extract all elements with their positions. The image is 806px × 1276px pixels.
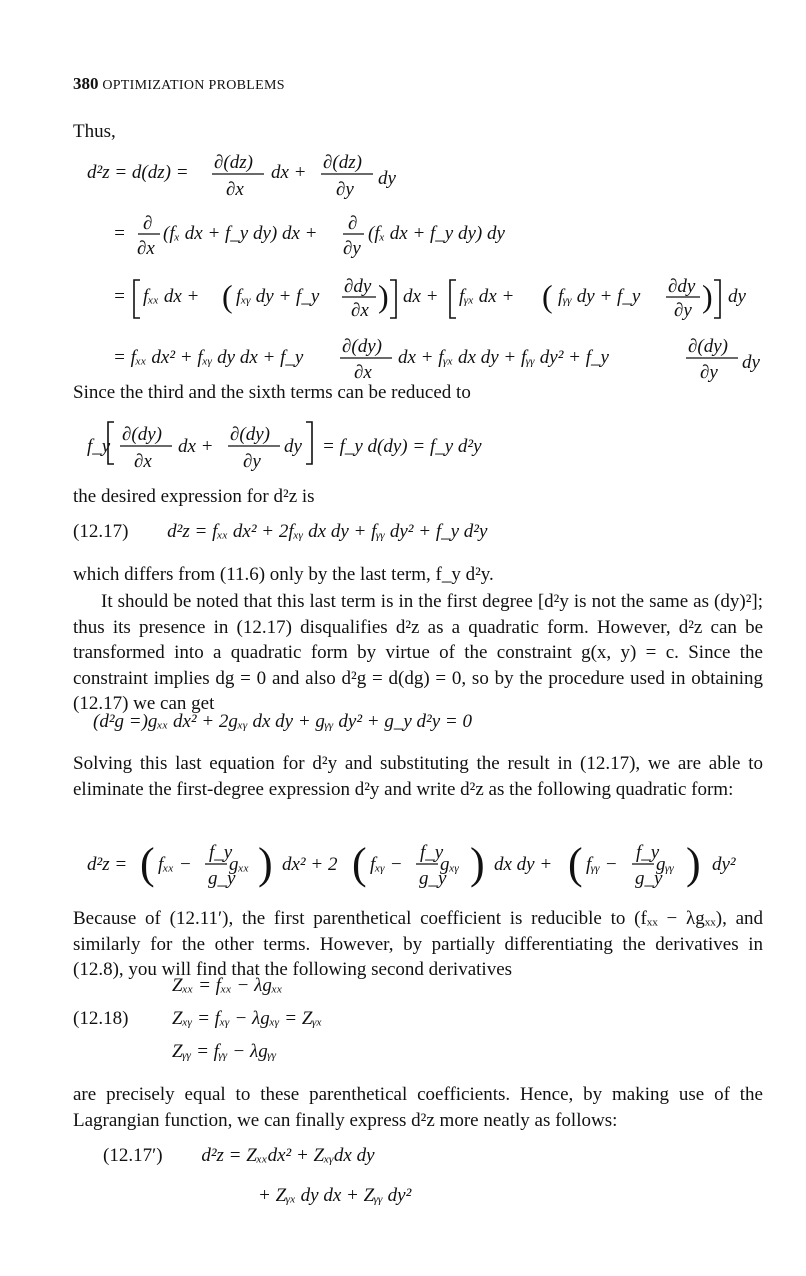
svg-text:): ) — [258, 839, 273, 888]
svg-text:f_y: f_y — [87, 436, 111, 457]
svg-text:∂y: ∂y — [343, 238, 361, 259]
svg-text:∂y: ∂y — [674, 300, 692, 321]
svg-text:=: = — [113, 223, 126, 244]
svg-text:): ) — [378, 278, 389, 314]
svg-text:∂dy: ∂dy — [668, 276, 696, 297]
svg-text:∂(dz): ∂(dz) — [323, 152, 362, 173]
svg-text:∂(dy): ∂(dy) — [342, 336, 382, 357]
svg-text:∂x: ∂x — [354, 362, 372, 383]
svg-text:= fₓₓ dx² + fₓᵧ dy dx + f_y: = fₓₓ dx² + fₓᵧ dy dx + f_y — [113, 347, 304, 368]
equation-12-18-row-1: Zₓₓ = fₓₓ − λgₓₓ — [172, 975, 283, 996]
equation-12-17: (12.17) d²z = fₓₓ dx² + 2fₓᵧ dx dy + fᵧᵧ dy² + f_y d²y — [73, 521, 488, 542]
svg-text:): ) — [686, 839, 701, 888]
paragraph-6: Because of (12.11′), the first parenthetical coefficient is reducible to (fₓₓ − λgₓₓ), and similarly for the other terms. However, by partially differentiating the derivatives in (12.8), you will find that the following second derivatives — [73, 908, 763, 980]
svg-text:∂(dy): ∂(dy) — [230, 424, 270, 445]
svg-text:∂y: ∂y — [700, 362, 718, 383]
svg-text:∂x: ∂x — [226, 179, 244, 200]
svg-text:fᵧᵧ dy + f_y: fᵧᵧ dy + f_y — [558, 286, 641, 307]
running-head — [73, 74, 285, 94]
derivation-line-4 — [113, 336, 761, 383]
svg-text:d²z = d(dz) =: d²z = d(dz) = — [87, 162, 189, 183]
svg-text:g_y: g_y — [419, 868, 447, 889]
svg-text:∂x: ∂x — [134, 451, 152, 472]
svg-text:(: ( — [352, 839, 367, 888]
svg-text:∂x: ∂x — [351, 300, 369, 321]
svg-text:gₓₓ: gₓₓ — [229, 854, 250, 875]
paragraph-1: Since the third and the sixth terms can be reduced to — [73, 382, 471, 403]
equation-12-17-prime: (12.17′) d²z = Zₓₓdx² + Zₓᵧdx dy — [103, 1145, 375, 1166]
running-title: OPTIMIZATION PROBLEMS — [102, 78, 285, 93]
paragraph-5: Solving this last equation for d²y and substituting the result in (12.17), we are able to eliminate the first-degree expression d²y and write d²z as the following quadratic form: — [73, 753, 763, 800]
svg-text:dx +: dx + — [178, 436, 214, 457]
svg-text:dx +: dx + — [271, 162, 307, 183]
svg-text:(fₓ dx + f_y dy) dy: (fₓ dx + f_y dy) dy — [368, 223, 505, 244]
svg-text:fₓᵧ −: fₓᵧ − — [370, 854, 403, 875]
svg-text:∂: ∂ — [348, 213, 358, 234]
svg-text:dx dy +: dx dy + — [494, 854, 553, 875]
svg-text:(: ( — [140, 839, 155, 888]
equation-number: (12.17) — [73, 521, 129, 542]
svg-text:f_y: f_y — [209, 842, 233, 863]
paragraph-7: are precisely equal to these parenthetical coefficients. Hence, by making use of the Lagrangian function, we can finally express d²z more neatly as follows: — [73, 1084, 763, 1131]
equation-d2g: (d²g =)gₓₓ dx² + 2gₓᵧ dx dy + gᵧᵧ dy² + g_y d²y = 0 — [93, 711, 472, 732]
svg-text:∂x: ∂x — [137, 238, 155, 259]
svg-text:∂(dy): ∂(dy) — [688, 336, 728, 357]
svg-text:dy²: dy² — [712, 854, 736, 875]
derivation-block — [0, 140, 806, 390]
svg-text:(: ( — [542, 278, 553, 314]
svg-text:gₓᵧ: gₓᵧ — [440, 854, 460, 875]
svg-text:dy: dy — [378, 168, 396, 189]
equation-12-18-number: (12.18) — [73, 1008, 129, 1029]
svg-text:∂: ∂ — [143, 213, 153, 234]
svg-text:dx + fᵧₓ dx dy + fᵧᵧ dy² + f_y: dx + fᵧₓ dx dy + fᵧᵧ dy² + f_y — [398, 347, 609, 368]
derivation-line-2 — [113, 213, 505, 259]
equation-12-18-row-2: Zₓᵧ = fₓᵧ − λgₓᵧ = Zᵧₓ — [172, 1008, 323, 1029]
svg-text:): ) — [470, 839, 485, 888]
equation-12-17-prime-row-2: + Zᵧₓ dy dx + Zᵧᵧ dy² — [258, 1185, 412, 1206]
svg-text:∂y: ∂y — [243, 451, 261, 472]
svg-text:(: ( — [568, 839, 583, 888]
svg-text:dy: dy — [728, 286, 746, 307]
svg-text:): ) — [702, 278, 713, 314]
paragraph-4: It should be noted that this last term is in the first degree [d²y is not the same as (dy)²]; thus its presence in (12.17) disqualifies d²z as a quadratic form. However, d²z can be transformed into a quadratic form by virtue of the constraint g(x, y) = c. Since the constraint implies dg = 0 and also d²g = d(dg) = 0, so by the procedure used in obtaining (12.17) we can get — [73, 591, 763, 714]
svg-text:dx +: dx + — [403, 286, 439, 307]
svg-text:g_y: g_y — [635, 868, 663, 889]
svg-text:fᵧᵧ −: fᵧᵧ − — [586, 854, 618, 875]
page-number: 380 — [73, 74, 99, 93]
quadratic-form-equation — [0, 836, 806, 900]
svg-text:=: = — [113, 286, 126, 307]
svg-text:f_y: f_y — [420, 842, 444, 863]
reduction-equation — [0, 412, 806, 472]
svg-text:fᵧₓ dx +: fᵧₓ dx + — [459, 286, 515, 307]
derivation-line-1 — [87, 152, 397, 200]
svg-text:∂dy: ∂dy — [344, 276, 372, 297]
intro-text: Thus, — [73, 121, 116, 142]
svg-text:g_y: g_y — [208, 868, 236, 889]
svg-text:dx² + 2: dx² + 2 — [282, 854, 338, 875]
svg-text:∂(dy): ∂(dy) — [122, 424, 162, 445]
svg-text:f_y: f_y — [636, 842, 660, 863]
svg-text:fₓₓ dx +: fₓₓ dx + — [143, 286, 200, 307]
derivation-line-3 — [113, 276, 747, 321]
svg-text:fₓₓ −: fₓₓ − — [158, 854, 192, 875]
svg-text:dy: dy — [284, 436, 302, 457]
paragraph-3: which differs from (11.6) only by the last term, f_y d²y. — [73, 564, 494, 585]
equation-12-18-row-3: Zᵧᵧ = fᵧᵧ − λgᵧᵧ — [172, 1041, 277, 1062]
svg-text:dy: dy — [742, 352, 760, 373]
svg-text:= f_y d(dy) = f_y d²y: = f_y d(dy) = f_y d²y — [322, 436, 482, 457]
svg-text:(: ( — [222, 278, 233, 314]
svg-text:(fₓ dx + f_y dy) dx +: (fₓ dx + f_y dy) dx + — [163, 223, 318, 244]
svg-text:fₓᵧ dy + f_y: fₓᵧ dy + f_y — [236, 286, 320, 307]
svg-text:d²z =: d²z = — [87, 854, 128, 875]
svg-text:∂(dz): ∂(dz) — [214, 152, 253, 173]
svg-text:∂y: ∂y — [336, 179, 354, 200]
paragraph-2: the desired expression for d²z is — [73, 486, 315, 507]
svg-text:gᵧᵧ: gᵧᵧ — [656, 854, 675, 875]
